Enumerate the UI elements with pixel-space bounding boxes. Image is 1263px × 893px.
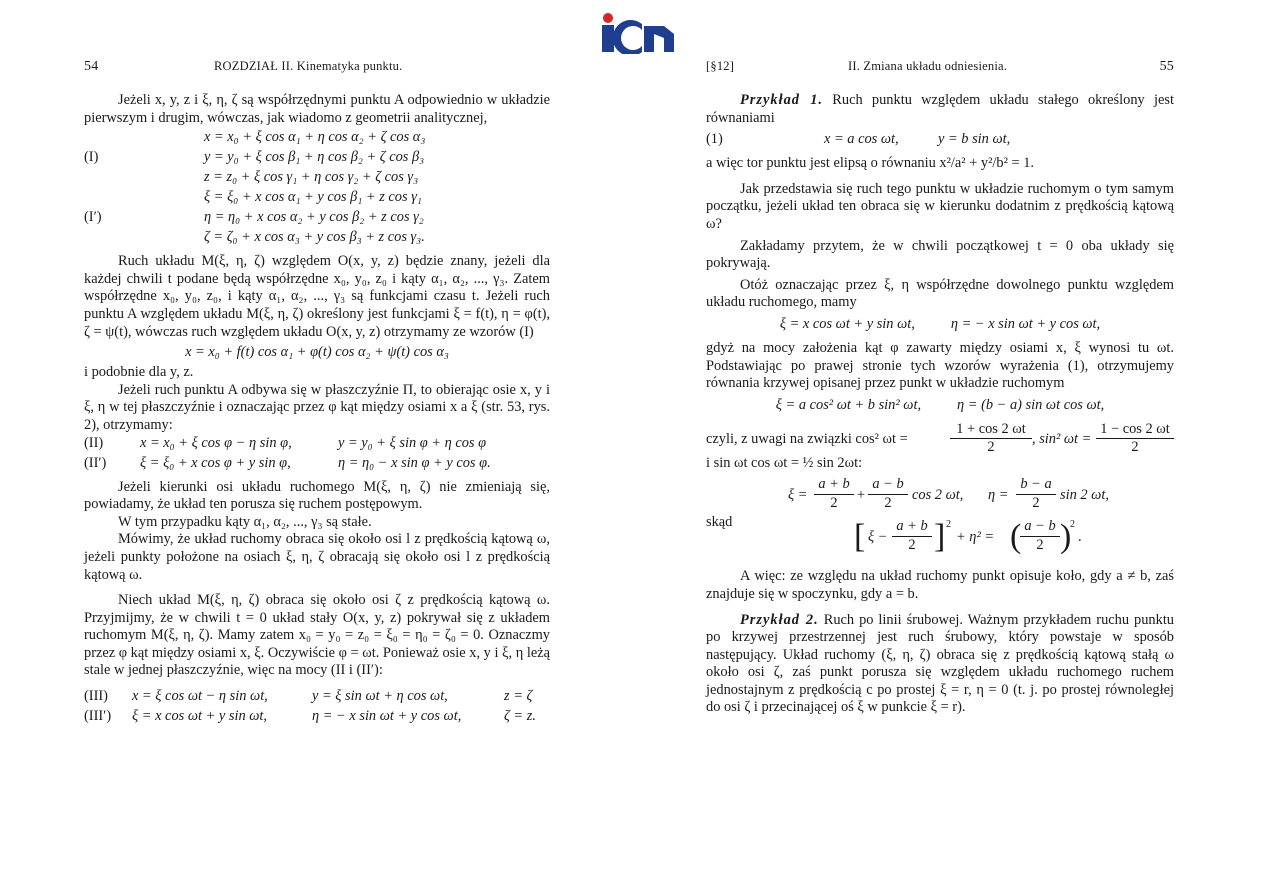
equation-part: y = b sin ωt, bbox=[938, 131, 1011, 148]
fraction bbox=[1020, 518, 1060, 554]
fraction bbox=[892, 518, 932, 554]
equation-1 bbox=[706, 131, 1174, 151]
example-heading: Przykład 1. bbox=[740, 92, 824, 108]
equation-label: (III′) bbox=[84, 708, 112, 725]
fraction bbox=[814, 476, 854, 512]
fraction-denominator: 2 bbox=[830, 494, 838, 511]
fraction-numerator: 1 + cos 2 ωt bbox=[950, 421, 1032, 440]
paragraph: A więc: ze względu na układ ruchomy punkt opisuje koło, gdy a ≠ b, zaś znajduje się w spoczynku, gdy a = b. bbox=[706, 568, 1174, 602]
paragraph: Jeżeli ruch punktu A odbywa się w płaszczyźnie Π, to obierając osie x, y i ξ, η w tej płaszczyźnie i oznaczając przez φ kąt między osiami x a ξ (str. 53, rys. 2), otrzymamy: bbox=[84, 381, 550, 433]
paragraph: i sin ωt cos ωt = ½ sin 2ωt: bbox=[706, 454, 863, 471]
equation-label: (II′) bbox=[84, 454, 107, 471]
fraction-numerator: a + b bbox=[814, 476, 854, 495]
equation-part: ξ = bbox=[788, 487, 808, 504]
equation-line: z = z₀ + ξ cos γ₁ + η cos γ₂ + ζ cos γ₃ bbox=[204, 169, 419, 186]
equation-part: η = bbox=[988, 487, 1009, 504]
paragraph: i podobnie dla y, z. bbox=[84, 364, 194, 381]
equation-5 bbox=[706, 514, 1174, 560]
equation-II-prime bbox=[84, 455, 550, 475]
equation-part: + bbox=[856, 487, 866, 504]
right-chapter-title: II. Zmiana układu odniesienia. bbox=[848, 59, 1008, 73]
left-page-number: 54 bbox=[84, 59, 99, 74]
paragraph: Niech układ M(ξ, η, ζ) obraca się około osi ζ z prędkością kątową ω. Przyjmijmy, że w chwili t = 0 układ stały O(x, y, z) pokrywał się z układem ruchomym M(ξ, η, ζ). Mamy zatem x₀ = y₀ = z₀ = ξ₀ = η₀ = ζ₀ = 0. Oznaczmy przez φ kąt między osiami x, ξ. Oczywiście φ = ωt. Ponieważ osie x, y i ξ, η leżą stale w jednej płaszczyźnie, więc na mocy (II i (II′): bbox=[84, 592, 550, 679]
fraction-numerator: 1 − cos 2 ωt bbox=[1096, 421, 1174, 440]
equation-4 bbox=[706, 476, 1174, 514]
equation-label: (I′) bbox=[84, 209, 102, 226]
text-run: czyli, z uwagi na związki cos² ωt = bbox=[706, 430, 908, 447]
equation-label: (II) bbox=[84, 434, 104, 451]
paragraph bbox=[706, 92, 1174, 127]
equation-part: x = x₀ + ξ cos φ − η sin φ, bbox=[140, 434, 292, 451]
equation-block-I bbox=[84, 129, 550, 189]
equation-line: ζ = ζ₀ + x cos α₃ + y cos β₃ + z cos γ₃. bbox=[204, 229, 425, 246]
equation-line: x = x₀ + ξ cos α₁ + η cos α₂ + ζ cos α₃ bbox=[204, 129, 426, 146]
exponent: 2 bbox=[946, 519, 951, 531]
equation-line: ξ = ξ₀ + x cos α₁ + y cos β₁ + z cos γ₁ bbox=[204, 189, 422, 206]
equation-line: ξ = a cos² ωt + b sin² ωt, η = (b − a) sin ωt cos ωt, bbox=[775, 396, 1105, 413]
left-running-head bbox=[84, 58, 550, 76]
example-text: Ruch punktu względem układu stałego określony jest równaniami bbox=[706, 92, 1174, 126]
fraction bbox=[1016, 476, 1056, 512]
equation-label: (I) bbox=[84, 149, 99, 166]
right-page-number: 55 bbox=[1159, 59, 1174, 74]
text-run: , sin² ωt = bbox=[1032, 430, 1092, 447]
icm-logo bbox=[598, 12, 676, 54]
equation-part: η = − x sin ωt + y cos ωt, bbox=[312, 708, 462, 725]
paragraph: Jeżeli kierunki osi układu ruchomego M(ξ, η, ζ) nie zmieniają się, powiadamy, że układ ten porusza się ruchem postępowym. bbox=[84, 478, 550, 513]
right-paren: ) bbox=[1060, 518, 1072, 556]
example-heading: Przykład 2. bbox=[740, 611, 819, 628]
right-running-head bbox=[706, 58, 1174, 76]
equation-III bbox=[84, 688, 550, 708]
paragraph: Zakładamy przytem, że w chwili początkowej t = 0 oba układy się pokrywają. bbox=[706, 237, 1174, 272]
paragraph: Otóż oznaczając przez ξ, η współrzędne dowolnego punktu względem układu ruchomego, mamy bbox=[706, 276, 1174, 311]
fraction-denominator: 2 bbox=[1032, 494, 1040, 511]
fraction-numerator: a − b bbox=[868, 476, 908, 495]
equation-line: y = y₀ + ξ cos β₁ + η cos β₂ + ζ cos β₃ bbox=[204, 149, 425, 166]
left-chapter-title: ROZDZIAŁ II. Kinematyka punktu. bbox=[214, 59, 403, 73]
paragraph: Jak przedstawia się ruch tego punktu w układzie ruchomym o tym samym początku, jeżeli układ ten obraca się w kierunku dodatnim z prędkością kątową ω? bbox=[706, 180, 1174, 232]
equation-part: y = ξ sin ωt + η cos ωt, bbox=[312, 688, 448, 705]
equation-part: cos 2 ωt, bbox=[912, 487, 964, 504]
fraction-numerator: b − a bbox=[1016, 476, 1056, 495]
equation-part: η = η₀ − x sin φ + y cos φ. bbox=[338, 454, 491, 471]
fraction-denominator: 2 bbox=[1131, 439, 1139, 456]
fraction-denominator: 2 bbox=[884, 494, 892, 511]
fraction-denominator: 2 bbox=[987, 439, 995, 456]
equation-part: z = ζ bbox=[504, 688, 533, 705]
paragraph: Ruch układu M(ξ, η, ζ) względem O(x, y, z) będzie znany, jeżeli dla każdej chwili t podane będą współrzędne x₀, y₀, z₀ i kąty α₁, α₂, ..., γ₃. Zatem współrzędne x₀, y₀, z₀, i kąty α₁, α₂, ..., γ₃ są funkcjami czasu t. Jeżeli ruch punktu A względem układu M(ξ, η, ζ) określony jest funkcjami ξ = f(t), η = φ(t), ζ = ψ(t), wówczas ruch względem układu O(x, y, z) otrzymamy ze wzorów (I) bbox=[84, 253, 550, 340]
paragraph: a więc tor punktu jest elipsą o równaniu x²/a² + y²/b² = 1. bbox=[706, 155, 1035, 172]
left-page bbox=[84, 58, 550, 728]
fraction bbox=[1096, 421, 1174, 457]
right-bracket: ] bbox=[934, 518, 946, 556]
equation-part: ξ = ξ₀ + x cos φ + y sin φ, bbox=[140, 454, 291, 471]
equation-part: ξ = x cos ωt + y sin ωt, bbox=[132, 708, 268, 725]
paragraph: Mówimy, że układ ruchomy obraca się około osi l z prędkością kątową ω, jeżeli punkty położone na osiach ξ, η, ζ obracają się około osi l z prędkością kątową ω. bbox=[84, 531, 550, 583]
right-page bbox=[706, 58, 1174, 717]
paragraph bbox=[706, 612, 1174, 718]
equation-part: + η² = bbox=[956, 529, 995, 546]
equation-part: ζ = z. bbox=[504, 708, 536, 725]
fraction-numerator: a − b bbox=[1020, 518, 1060, 537]
equation-II bbox=[84, 435, 550, 455]
equation-part: x = a cos ωt, bbox=[824, 131, 899, 148]
period: . bbox=[1078, 529, 1082, 546]
equation-part: sin 2 ωt, bbox=[1060, 487, 1109, 504]
equation-part: x = ξ cos ωt − η sin ωt, bbox=[132, 688, 268, 705]
fraction-denominator: 2 bbox=[908, 536, 916, 553]
equation-block-I-prime bbox=[84, 189, 550, 249]
exponent: 2 bbox=[1070, 519, 1075, 531]
equation-part: ξ − bbox=[868, 529, 888, 546]
example-text: Ruch po linii śrubowej. Ważnym przykładem ruchu punktu po krzywej przestrzennej jest ruch śrubowy, który powstaje w sposób następujący. Układ ruchomy (ξ, η, ζ) obraca się z prędkością kątową stałą ω około osi ζ, zaś punkt porusza się względem układu ruchomego ruchem jednostajnym z prędkością c po prostej ξ = r, η = 0 (t. j. po prostej równoległej do osi ζ i przecinającej oś ξ w punkcie ξ = r). bbox=[706, 611, 1175, 716]
left-paren: ( bbox=[1010, 518, 1022, 556]
paragraph: gdyż na mocy założenia kąt φ zawarty między osiami x, ξ wynosi tu ωt. Podstawiając po prawej stronie tych wzorów wyrażenia (1), otrzymujemy równania krzywej opisanej przez punkt w układzie ruchomym bbox=[706, 339, 1174, 392]
paragraph: W tym przypadku kąty α₁, α₂, ..., γ₃ są stałe. bbox=[118, 513, 372, 530]
fraction bbox=[868, 476, 908, 512]
left-bracket: [ bbox=[854, 518, 866, 556]
fraction-denominator: 2 bbox=[1036, 536, 1044, 553]
equation-III-prime bbox=[84, 708, 550, 728]
equation-line: x = x₀ + f(t) cos α₁ + φ(t) cos α₂ + ψ(t) cos α₃ bbox=[185, 344, 449, 361]
fraction bbox=[950, 421, 1032, 457]
paragraph: Jeżeli x, y, z i ξ, η, ζ są współrzędnymi punktu A odpowiednio w układzie pierwszym i drugim, wówczas, jak wiadomo z geometrii analitycznej, bbox=[84, 92, 550, 126]
equation-line: η = η₀ + x cos α₂ + y cos β₂ + z cos γ₂ bbox=[204, 209, 424, 226]
fraction-numerator: a + b bbox=[892, 518, 932, 537]
equation-label: (1) bbox=[706, 131, 723, 148]
equation-line: ξ = x cos ωt + y sin ωt, η = − x sin ωt + y cos ωt, bbox=[779, 315, 1101, 332]
equation-label: (III) bbox=[84, 688, 108, 705]
text-run: skąd bbox=[706, 514, 733, 531]
identity-line bbox=[706, 421, 1174, 455]
section-marker: [§12] bbox=[706, 59, 735, 73]
equation-part: y = y₀ + ξ sin φ + η cos φ bbox=[338, 434, 487, 451]
